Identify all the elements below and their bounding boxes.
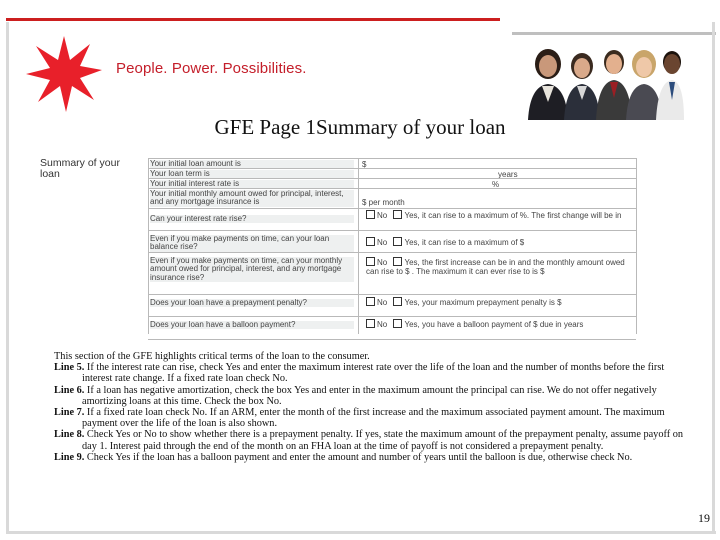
- gfe-summary-form-image: [36, 154, 636, 338]
- form-question: Does your loan have a prepayment penalty?: [150, 299, 354, 307]
- line-label: Line 8.: [54, 429, 85, 441]
- form-answer-group: [366, 297, 632, 307]
- page-number: 19: [698, 511, 710, 525]
- form-question: Your loan term is: [150, 170, 354, 178]
- frame-bottom: [6, 531, 716, 534]
- frame-right: [712, 22, 715, 534]
- line-label: Line 7.: [54, 407, 85, 419]
- form-vline: [358, 158, 359, 334]
- no-checkbox: [366, 257, 375, 266]
- no-label: No: [377, 211, 388, 220]
- no-label: No: [377, 298, 388, 307]
- line-label: Line 6.: [54, 384, 85, 396]
- yes-label: Yes, it can rise to a maximum of $: [404, 238, 525, 247]
- form-answer: %: [492, 180, 500, 189]
- form-question: Your initial loan amount is: [150, 160, 354, 168]
- frame-left: [6, 22, 9, 534]
- form-question: Your initial monthly amount owed for principal, interest, and any mortgage insurance is: [150, 190, 354, 207]
- form-vline: [148, 158, 149, 334]
- form-question: Even if you make payments on time, can your monthly amount owed for principal, interest, and any mortgage insurance rise?: [150, 257, 354, 282]
- page-title: GFE Page 1Summary of your loan: [214, 115, 506, 139]
- form-answer: $: [362, 160, 367, 169]
- body-text: [54, 351, 684, 463]
- line-label: Line 9.: [54, 451, 85, 463]
- form-rows: [148, 158, 638, 334]
- form-answer: years: [498, 170, 518, 179]
- no-label: No: [377, 320, 388, 329]
- top-gray-rule: [512, 32, 716, 35]
- form-answer-group: [366, 237, 632, 247]
- form-row: [148, 208, 636, 231]
- starburst-logo-icon: [24, 34, 104, 114]
- form-row: [148, 252, 636, 295]
- no-checkbox: [366, 297, 375, 306]
- yes-label: Yes, the first increase can be in and the monthly amount owed can rise to $ . The maximum it can ever rise to is $: [366, 258, 625, 276]
- line-7-paragraph: [54, 407, 684, 429]
- yes-checkbox: [393, 297, 402, 306]
- form-row: [148, 294, 636, 317]
- yes-checkbox: [393, 210, 402, 219]
- form-vline: [636, 158, 637, 334]
- line-text: If the interest rate can rise, check Yes and enter the maximum interest rate over the life of the loan and the number of months before the first interest rate change. If a fixed rate loan check No.: [82, 362, 665, 385]
- form-row: [148, 230, 636, 253]
- form-answer: $ per month: [362, 198, 405, 207]
- line-5-paragraph: [54, 362, 684, 384]
- form-question: Can your interest rate rise?: [150, 215, 354, 223]
- tagline: People. Power. Possibilities.: [116, 60, 307, 77]
- form-answer-group: [366, 210, 632, 220]
- yes-checkbox: [393, 257, 402, 266]
- no-label: No: [377, 258, 388, 267]
- line-text: Check Yes or No to show whether there is a prepayment penalty. If yes, state the maximum amount of the prepayment penalty, assume payoff on day 1. Interest paid through the end of the month on an FHA loan at the time of payoff is not considered a prepayment penalty.: [82, 429, 684, 452]
- yes-checkbox: [393, 237, 402, 246]
- line-text: If a loan has negative amortization, check the box Yes and enter in the maximum amount the principal can rise. We do not offer negatively amortizing loans at this time. Check the box No.: [82, 384, 657, 407]
- summary-label: Summary of your loan: [40, 157, 120, 180]
- line-8-paragraph: [54, 429, 684, 451]
- yes-label: Yes, your maximum prepayment penalty is $: [404, 298, 562, 307]
- line-9-paragraph: [54, 452, 684, 463]
- yes-label: Yes, you have a balloon payment of $ due in years: [404, 320, 584, 329]
- yes-label: Yes, it can rise to a maximum of %. The first change will be in: [404, 211, 622, 220]
- form-answer-group: [366, 319, 632, 329]
- form-answer-group: [366, 257, 632, 276]
- form-row: [148, 316, 636, 340]
- form-row: [148, 188, 636, 209]
- line-label: Line 5.: [54, 362, 85, 374]
- intro-paragraph: This section of the GFE highlights critical terms of the loan to the consumer.: [54, 351, 370, 362]
- no-checkbox: [366, 319, 375, 328]
- form-question: Even if you make payments on time, can your loan balance rise?: [150, 235, 354, 252]
- people-photo: [522, 40, 684, 120]
- no-checkbox: [366, 210, 375, 219]
- yes-checkbox: [393, 319, 402, 328]
- line-6-paragraph: [54, 385, 684, 407]
- form-question: Does your loan have a balloon payment?: [150, 321, 354, 329]
- form-question: Your initial interest rate is: [150, 180, 354, 188]
- top-red-rule: [6, 18, 500, 21]
- no-label: No: [377, 238, 388, 247]
- line-text: Check Yes if the loan has a balloon payment and enter the amount and number of years until the balloon is due, otherwise check No.: [86, 451, 633, 463]
- line-text: If a fixed rate loan check No. If an ARM, enter the month of the first increase and the maximum associated payment amount. The maximum payment over the life of the loan is also shown.: [82, 407, 665, 430]
- no-checkbox: [366, 237, 375, 246]
